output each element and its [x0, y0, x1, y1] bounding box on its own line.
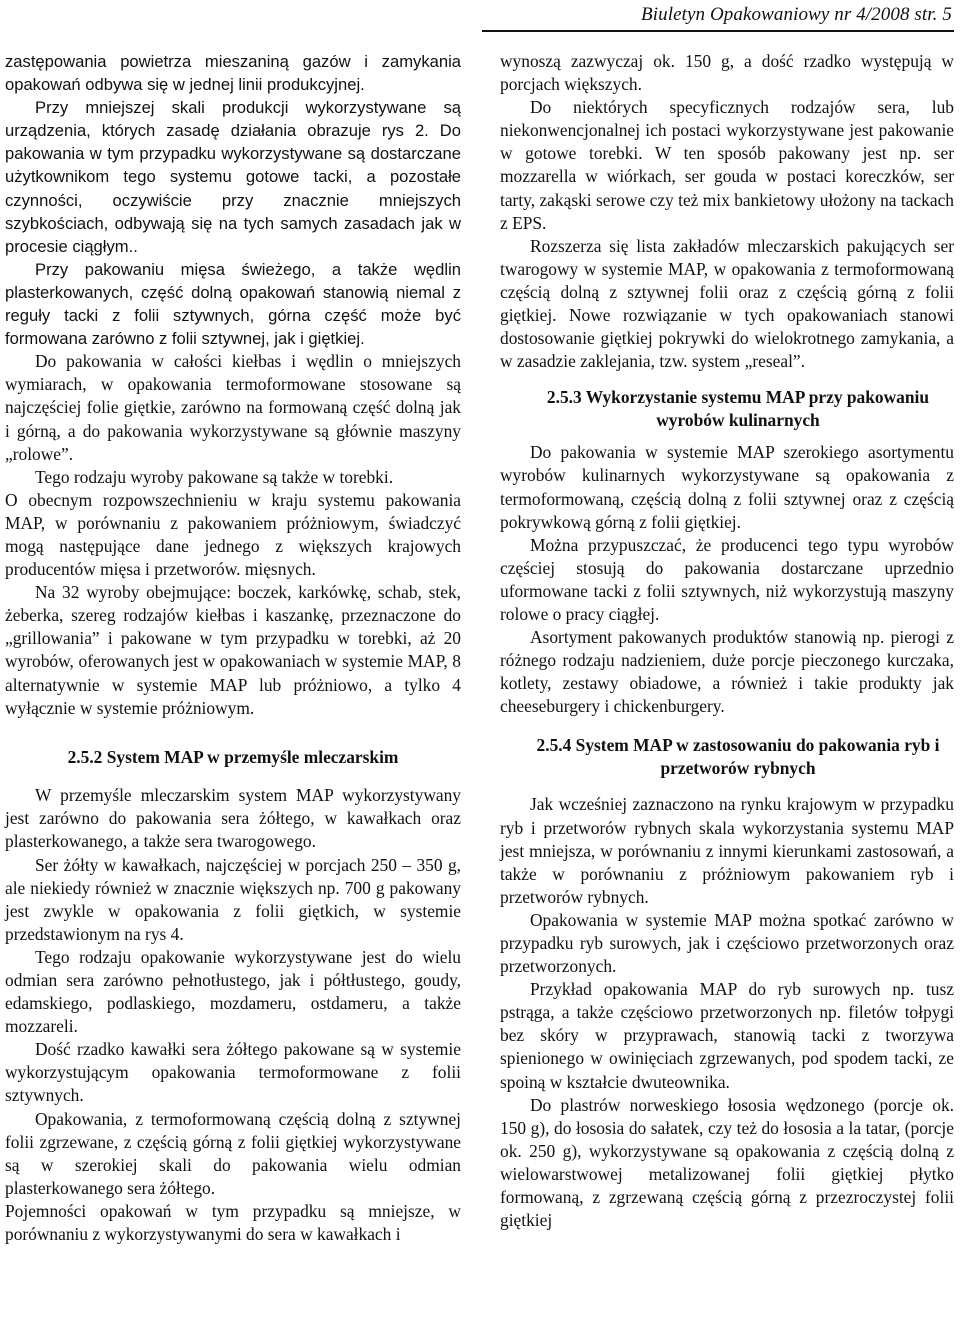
paragraph: Do pakowania w całości kiełbas i wędlin o mniejszych wymiarach, w opakowania termoformowane stosowane są najczęściej folie giętkie, zarówno na formowaną część dolną jak i górną, a do pakowania wykorzystywane są głównie maszyny „rolowe”.	[5, 351, 461, 464]
paragraph: Przykład opakowania MAP do ryb surowych np. tusz pstrąga, a także częściowo przetworzonych np. filetów tołpygi bez skóry w przyprawach, stanowią tacki z tworzywa spienionego w owinięciach zgrzewanych, pod spodem tacki, ze spoiną w kształcie dwuteownika.	[500, 979, 954, 1092]
paragraph: W przemyśle mleczarskim system MAP wykorzystywany jest zarówno do pakowania sera żółtego, w kawałkach oraz plasterkowanego, a także sera twarogowego.	[5, 785, 461, 852]
paragraph: Tego rodzaju wyroby pakowane są także w torebki.	[35, 466, 394, 487]
right-column	[500, 50, 954, 1232]
paragraph: Dość rzadko kawałki sera żółtego pakowane są w systemie wykorzystującym opakowania termoformowane z folii sztywnych.	[5, 1039, 461, 1106]
paragraph: Tego rodzaju opakowanie wykorzystywane jest do wielu odmian sera zarówno pełnotłustego, jak i półtłustego, goudy, edamskiego, podlaskiego, mozdameru, ostdameru, a także mozzareli.	[5, 946, 461, 1037]
header-rule	[482, 30, 954, 32]
paragraph: Przy pakowaniu mięsa świeżego, a także wędlin plasterkowanych, część dolną opakowań stanowią niemal z reguły tacki z folii sztywnych, górna część może być formowana zarówno z folii sztywnej, jak i giętkiej.	[5, 259, 461, 349]
paragraph: Jak wcześniej zaznaczono na rynku krajowym w przypadku ryb i przetworów rybnych skala wykorzystania systemu MAP jest mniejsza, w porównaniu z innymi kierunkami zastosowań, a także w porównaniu z próżniowym pakowaniem ryb i przetworów rybnych.	[500, 794, 954, 907]
paragraph: wynoszą zazwyczaj ok. 150 g, a dość rzadko występują w porcjach większych.	[500, 51, 954, 95]
paragraph: O obecnym rozpowszechnieniu w kraju systemu pakowania MAP, w porównaniu z pakowaniem próżniowym, świadczyć mogą następujące dane jednego z większych krajowych producentów mięsa i przetworów. mięsnych.	[5, 489, 461, 580]
paragraph: Asortyment pakowanych produktów stanowią np. pierogi z różnego rodzaju nadzieniem, duże porcje pieczonego kurczaka, kotlety, zestawy obiadowe, a również i takie produkty jak cheeseburgery i chickenburgery.	[500, 627, 954, 717]
section-heading-2-5-2: 2.5.2 System MAP w przemyśle mleczarskim	[67, 746, 399, 767]
paragraph: Na 32 wyroby obejmujące: boczek, karkówkę, schab, stek, żeberka, szereg rodzajów kiełbas i kaszankę, przeznaczone do „grillowania” i pakowane w tym przypadku w torebki, aż 20 wyrobów, oferowanych jest w opakowaniach w systemie MAP, 8 alternatywnie w systemie MAP lub próżniowo, a tylko 4 wyłącznie w systemie próżniowym.	[5, 582, 461, 718]
paragraph: Opakowania w systemie MAP można spotkać zarówno w przypadku ryb surowych, jak i częściowo przetworzonych oraz przetworzonych.	[500, 909, 954, 977]
paragraph: Rozszerza się lista zakładów mleczarskich pakujących ser twarogowy w systemie MAP, w opakowania z termoformowaną częścią dolną z sztywnej folii oraz z częścią górną z folii giętkiej. Nowe rozwiązanie w tych opakowaniach stanowi dostosowanie giętkiej pokrywki do wielokrotnego zamykania, a w zasadzie zaklejania, tzw. system „reseal”.	[500, 235, 954, 372]
paragraph: Ser żółty w kawałkach, najczęściej w porcjach 250 – 350 g, ale niekiedy również w znacznie większych np. 700 g pakowany jest zwykle w opakowania z folii giętkich, w systemie przedstawionym na rys 4.	[5, 854, 461, 944]
paragraph: Opakowania, z termoformowaną częścią dolną z sztywnej folii zgrzewane, z częścią górną z folii giętkiej wykorzystywane są w szerokiej skali do pakowania wielu odmian plasterkowanego sera żółtego.	[5, 1108, 461, 1198]
journal-issue-page: Biuletyn Opakowaniowy nr 4/2008 str. 5	[641, 4, 952, 25]
left-column	[5, 50, 461, 1246]
section-heading-2-5-4: 2.5.4 System MAP w zastosowaniu do pakowania ryb i przetworów rybnych	[536, 735, 940, 778]
paragraph: Pojemności opakowań w tym przypadku są mniejsze, w porównaniu z wykorzystywanymi do sera w kawałkach i	[5, 1200, 461, 1244]
running-header	[0, 0, 960, 31]
paragraph: zastępowania powietrza mieszaniną gazów i zamykania opakowań odbywa się w jednej linii produkcyjnej.	[5, 52, 461, 95]
paragraph: Można przypuszczać, że producenci tego typu wyrobów częściej stosują do pakowania dostarczane uprzednio uformowane tacki z folii sztywnych, niż wykorzystują maszyny rolowe o pracy ciągłej.	[500, 534, 954, 624]
section-heading-2-5-3: 2.5.3 Wykorzystanie systemu MAP przy pakowaniu wyrobów kulinarnych	[546, 387, 930, 430]
paragraph: Do plastrów norweskiego łososia wędzonego (porcje ok. 150 g), do łososia do sałatek, czy też do łososia a la tatar, (porcje ok. 250 g), wykorzystywane są opakowania z częścią dolną z wielowarstwowej metalizowanej folii giętkiej płytko formowaną, z zgrzewaną częścią górną z przezroczystej folii giętkiej	[500, 1094, 954, 1231]
paragraph: Do pakowania w systemie MAP szerokiego asortymentu wyrobów kulinarnych wykorzystywane są opakowania z termoformowaną, częścią dolną z folii sztywnej oraz z częścią pokrywkową górną z folii giętkiej.	[500, 442, 954, 532]
paragraph: Przy mniejszej skali produkcji wykorzystywane są urządzenia, których zasadę działania obrazuje rys 2. Do pakowania w tym przypadku wykorzystywane są dostarczane użytkownikom tego systemu gotowe tacki, a pozostałe czynności, oczywiście przy znacznie mniejszych szybkościach, odbywają się na tych samych zasadach jak w procesie ciągłym..	[5, 98, 461, 256]
paragraph: Do niektórych specyficznych rodzajów sera, lub niekonwencjonalnej ich postaci wykorzystywane jest pakowanie w gotowe torebki. W ten sposób pakowany jest np. ser mozzarella w wiórkach, ser gouda w postaci koreczków, ser tarty, zakąski serowe czy też mix bankietowy ułożony na tackach z EPS.	[500, 97, 954, 233]
